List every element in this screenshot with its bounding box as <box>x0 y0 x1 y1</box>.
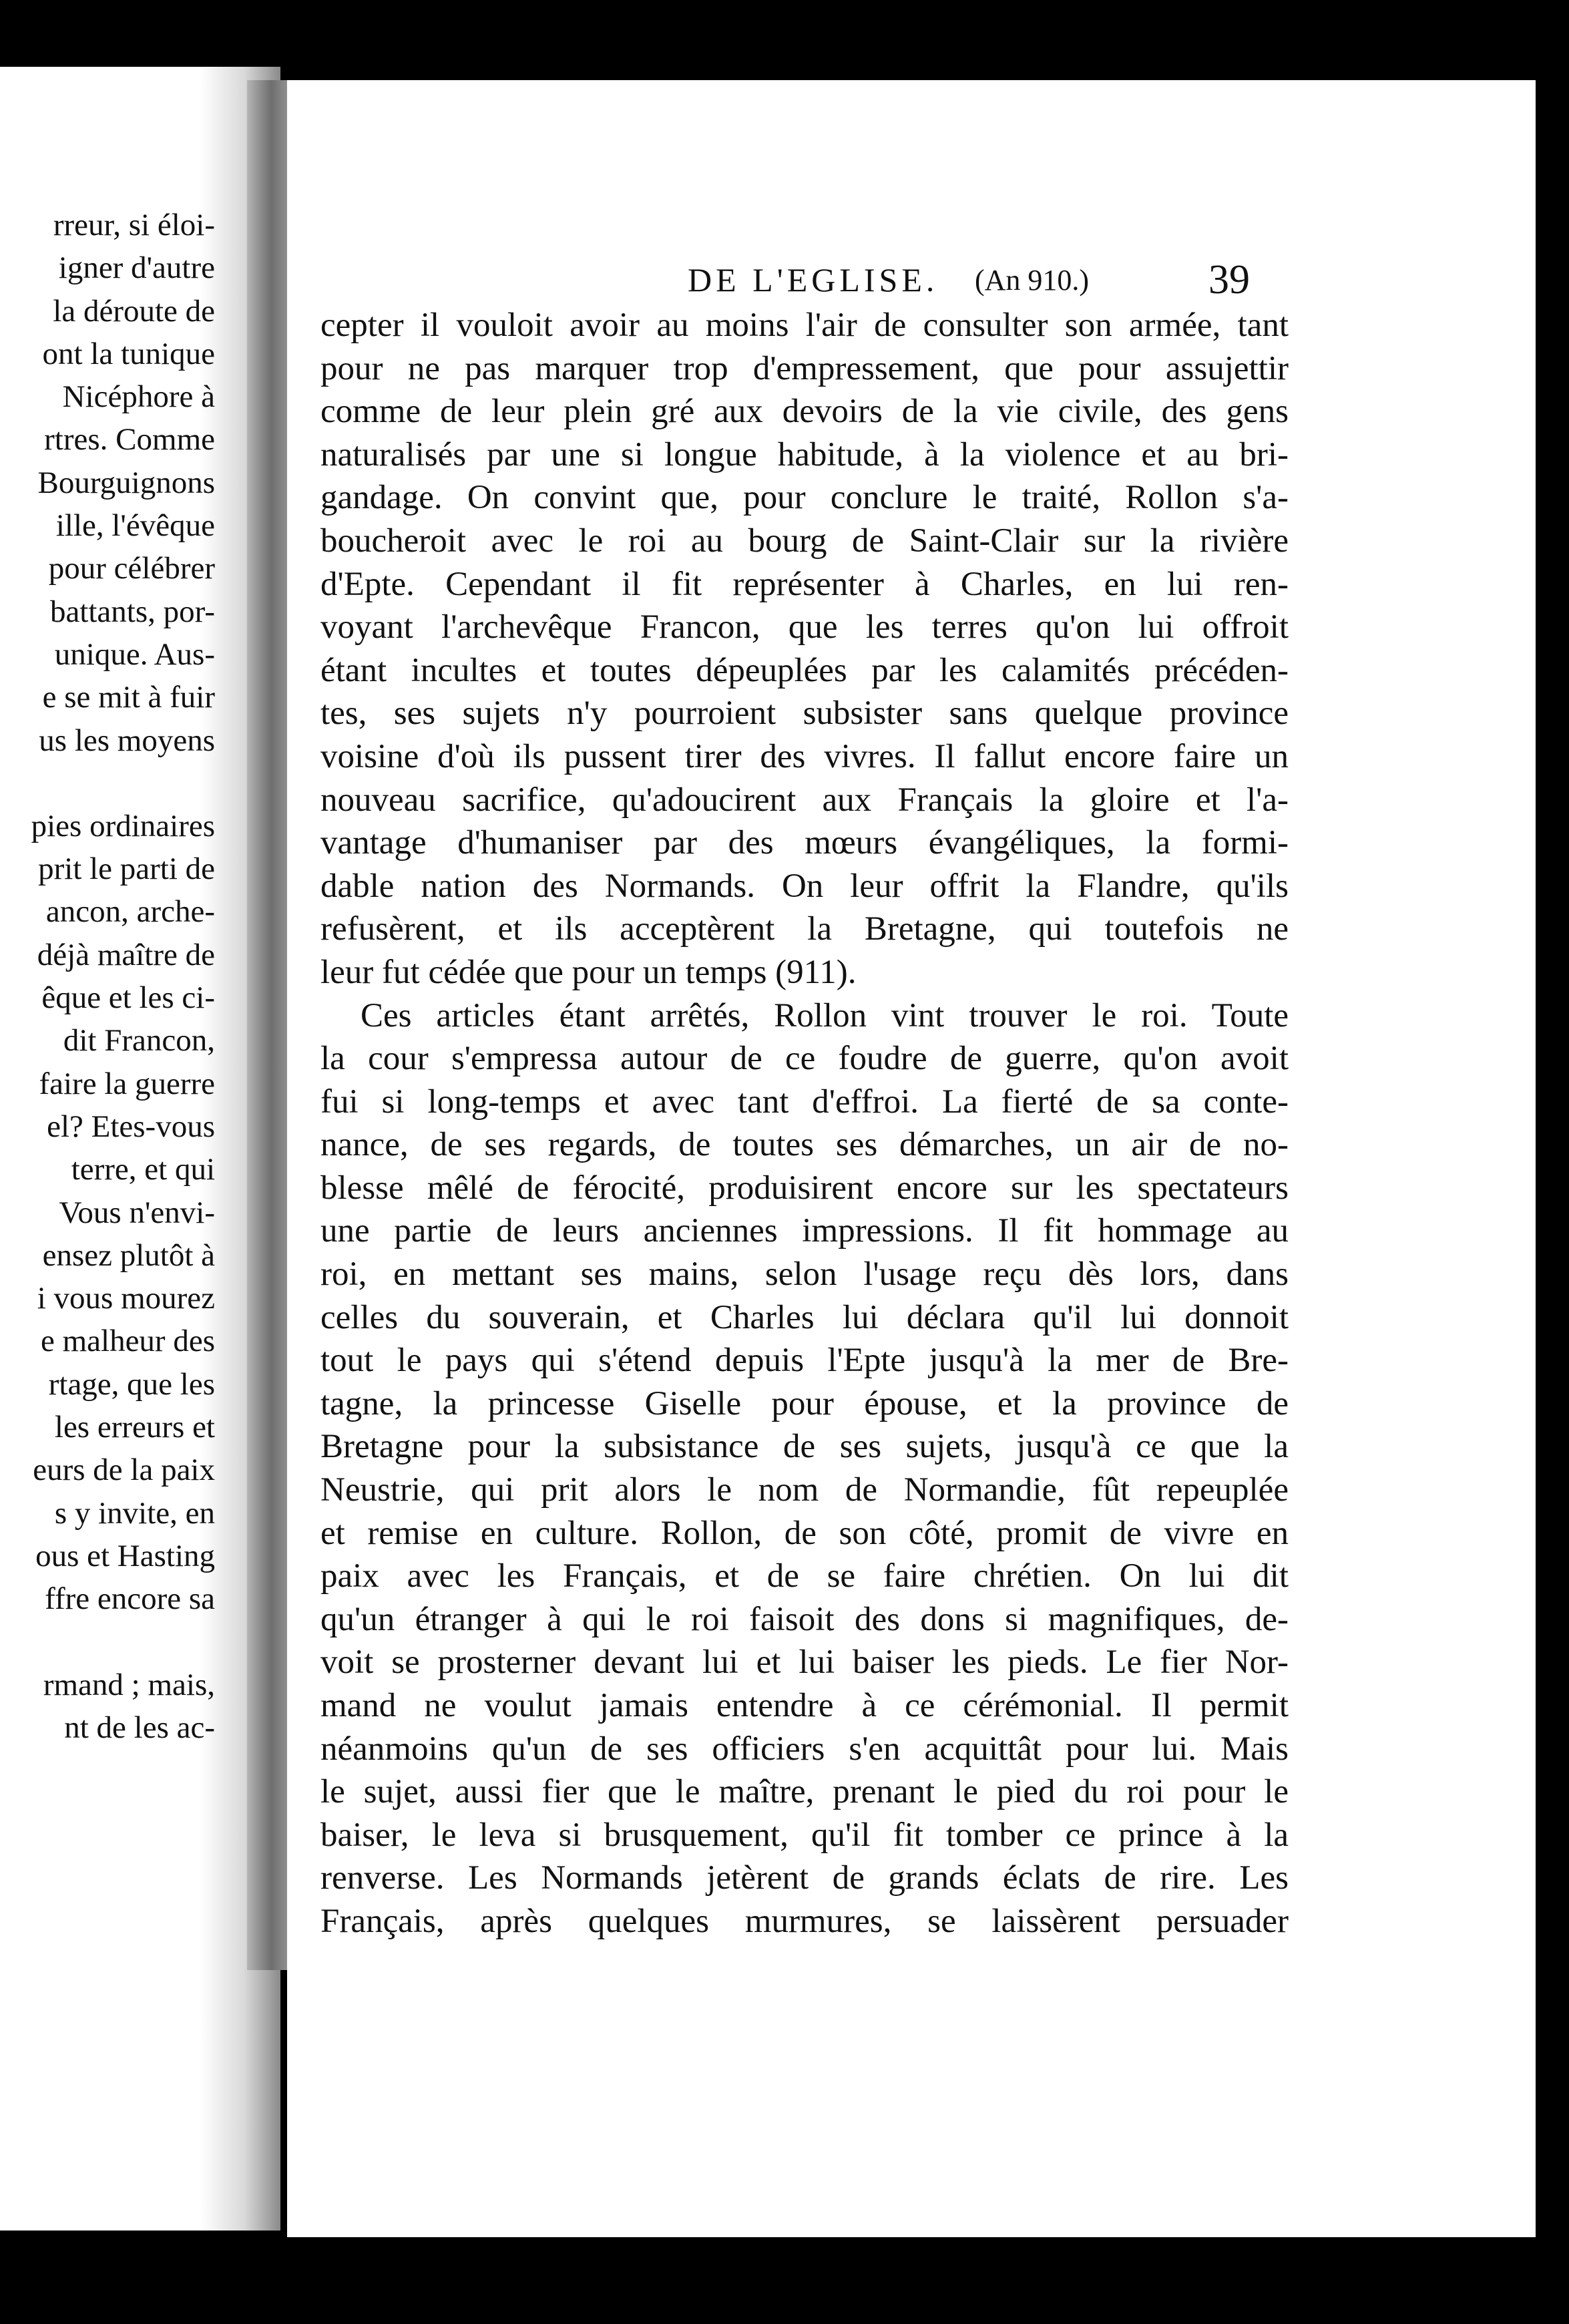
body-line: voyant l'archevêque Francon, que les terres qu'on lui offroit <box>320 608 1289 646</box>
body-line: d'Epte. Cependant il fit représenter à Charles, en lui ren- <box>320 565 1289 603</box>
body-line: la cour s'empressa autour de ce foudre de guerre, qu'on avoit <box>320 1040 1289 1078</box>
body-text <box>320 304 1289 1943</box>
left-page-blank-line <box>0 762 215 805</box>
left-page-line: ffre encore sa <box>45 1581 215 1617</box>
body-line: roi, en mettant ses mains, selon l'usage reçu dès lors, dans <box>320 1255 1289 1294</box>
left-page-line: us les moyens <box>39 723 215 758</box>
body-line: Français, après quelques murmures, se laissèrent persuader <box>320 1902 1289 1940</box>
body-line: Ces articles étant arrêtés, Rollon vint trouver le roi. Toute <box>361 996 1289 1034</box>
body-line: blesse mêlé de férocité, produisirent encore sur les spectateurs <box>320 1169 1289 1207</box>
left-page-line: igner d'autre <box>58 250 215 286</box>
body-line: Neustrie, qui prit alors le nom de Normandie, fût repeuplée <box>320 1471 1289 1509</box>
left-page-line: eurs de la paix <box>33 1452 215 1488</box>
body-line: le sujet, aussi fier que le maître, prenant le pied du roi pour le <box>320 1773 1289 1811</box>
left-page-line: s y invite, en <box>54 1495 215 1531</box>
body-line: étant incultes et toutes dépeuplées par les calamités précéden- <box>320 651 1289 689</box>
left-page-line: rtres. Comme <box>44 422 215 457</box>
left-page-line: ensez plutôt à <box>42 1237 215 1273</box>
body-line: nouveau sacrifice, qu'adoucirent aux Français la gloire et l'a- <box>320 781 1289 819</box>
body-line: qu'un étranger à qui le roi faisoit des dons si magnifiques, de- <box>320 1600 1289 1638</box>
left-page-line: rtage, que les <box>48 1366 215 1402</box>
body-line: paix avec les Français, et de se faire chrétien. On lui dit <box>320 1557 1289 1595</box>
left-page-line: nt de les ac- <box>64 1710 215 1745</box>
left-page-line: ont la tunique <box>42 336 215 371</box>
left-page-line: battants, por- <box>49 594 215 629</box>
left-page-line: Nicéphore à <box>62 379 215 415</box>
body-line: renverse. Les Normands jetèrent de grands éclats de rire. Les <box>320 1859 1289 1897</box>
left-page-line: déjà maître de <box>37 937 215 972</box>
body-line: nance, de ses regards, de toutes ses démarches, un air de no- <box>320 1126 1289 1164</box>
left-page-line: i vous mourez <box>37 1281 215 1316</box>
left-page-line: terre, et qui <box>71 1152 215 1187</box>
body-line: néanmoins qu'un de ses officiers s'en acquittât pour lui. Mais <box>320 1730 1289 1768</box>
body-line: leur fut cédée que pour un temps (911). <box>320 953 857 991</box>
left-page-line: prit le parti de <box>38 851 215 887</box>
left-page-line: rreur, si éloi- <box>53 208 215 242</box>
body-line: celles du souverain, et Charles lui déclara qu'il lui donnoit <box>320 1298 1289 1336</box>
left-page-line: el? Etes-vous <box>47 1109 215 1144</box>
body-line: voit se prosterner devant lui et lui baiser les pieds. Le fier Nor- <box>320 1643 1289 1682</box>
body-line: voisine d'où ils pussent tirer des vivres. Il fallut encore faire un <box>320 737 1289 775</box>
left-page-line: ancon, arche- <box>45 894 215 930</box>
left-page-line: ous et Hasting <box>35 1538 215 1573</box>
body-line: mand ne voulut jamais entendre à ce cérémonial. Il permit <box>320 1687 1289 1724</box>
left-page-line: ille, l'évêque <box>55 508 215 544</box>
left-page-line: pies ordinaires <box>31 808 215 843</box>
left-page-line: rmand ; mais, <box>43 1667 215 1702</box>
page-number: 39 <box>1208 257 1250 303</box>
body-line: cepter il vouloit avoir au moins l'air de consulter son armée, tant <box>320 307 1289 344</box>
body-line: boucheroit avec le roi au bourg de Saint-Clair sur la rivière <box>320 522 1289 560</box>
left-page-line: unique. Aus- <box>54 636 215 672</box>
body-line: et remise en culture. Rollon, de son côté, promit de vivre en <box>320 1514 1289 1552</box>
left-page-line: e se mit à fuir <box>42 680 215 715</box>
body-line: vantage d'humaniser par des mœurs évangéliques, la formi- <box>320 824 1289 862</box>
body-line: naturalisés par une si longue habitude, à la violence et au bri- <box>320 435 1289 473</box>
left-page-line: faire la guerre <box>39 1066 215 1101</box>
running-title: DE L'EGLISE. <box>688 261 939 299</box>
left-page-line: les erreurs et <box>54 1410 215 1445</box>
body-line: dable nation des Normands. On leur offrit la Flandre, qu'ils <box>320 867 1289 905</box>
left-page-blank-line <box>0 1621 215 1664</box>
left-page-text <box>0 204 215 1749</box>
body-line: fui si long-temps et avec tant d'effroi. La fierté de sa conte- <box>320 1083 1289 1121</box>
left-page-line: Vous n'envi- <box>59 1195 215 1230</box>
left-page-line: Bourguignons <box>37 465 215 500</box>
body-line: pour ne pas marquer trop d'empressement, que pour assujettir <box>320 349 1289 387</box>
body-line: tagne, la princesse Giselle pour épouse, et la province de <box>320 1384 1289 1422</box>
body-line: refusèrent, et ils acceptèrent la Bretagne, qui toutefois ne <box>320 910 1289 948</box>
body-line: tout le pays qui s'étend depuis l'Epte jusqu'à la mer de Bre- <box>320 1342 1289 1380</box>
left-page-line: la déroute de <box>53 293 215 329</box>
body-line: baiser, le leva si brusquement, qu'il fit tomber ce prince à la <box>320 1816 1289 1854</box>
left-page-line: pour célébrer <box>48 551 215 586</box>
year-marker: (An 910.) <box>975 264 1090 297</box>
left-page-line: e malheur des <box>40 1324 215 1359</box>
body-line: comme de leur plein gré aux devoirs de la vie civile, des gens <box>320 393 1289 431</box>
body-line: une partie de leurs anciennes impressions. Il fit hommage au <box>320 1212 1289 1250</box>
body-line: gandage. On convint que, pour conclure le traité, Rollon s'a- <box>320 479 1289 517</box>
body-line: tes, ses sujets n'y pourroient subsister sans quelque province <box>320 695 1289 733</box>
body-line: Bretagne pour la subsistance de ses sujets, jusqu'à ce que la <box>320 1428 1289 1466</box>
left-page-line: êque et les ci- <box>41 980 215 1016</box>
left-page-line: dit Francon, <box>63 1023 215 1058</box>
